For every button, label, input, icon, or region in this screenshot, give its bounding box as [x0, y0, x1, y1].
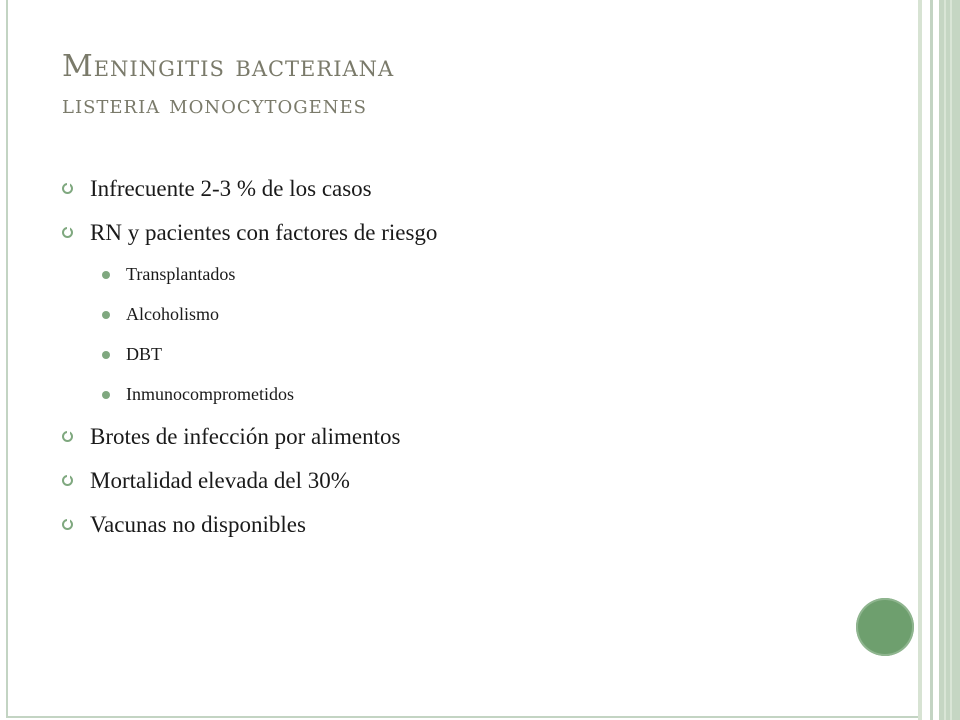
decorative-circle [856, 598, 914, 656]
ring-bullet-icon [62, 183, 73, 194]
sub-bullet-text: Inmunocomprometidos [126, 384, 294, 404]
bullet-text: Vacunas no disponibles [90, 512, 306, 537]
bullet-item [62, 174, 882, 218]
bullet-text: Infrecuente 2-3 % de los casos [90, 176, 372, 201]
dot-bullet-icon [102, 391, 110, 399]
slide-title-line2: listeria monocytogenes [62, 90, 368, 119]
sub-bullet-item [62, 382, 882, 422]
sub-bullet-text: Transplantados [126, 264, 236, 284]
sub-bullet-item [62, 342, 882, 382]
ring-bullet-icon [62, 431, 73, 442]
bullet-text: Brotes de infección por alimentos [90, 424, 401, 449]
decorative-stripe [922, 0, 930, 720]
bullet-item [62, 218, 882, 262]
slide-title-line1: Meningitis bacteriana [62, 49, 395, 84]
sub-bullet-text: Alcoholismo [126, 304, 219, 324]
decorative-stripe [944, 0, 946, 720]
slide-content [62, 174, 882, 554]
bullet-text: RN y pacientes con factores de riesgo [90, 220, 438, 245]
bullet-text: Mortalidad elevada del 30% [90, 468, 350, 493]
sub-bullet-text: DBT [126, 344, 162, 364]
ring-bullet-icon [62, 227, 73, 238]
sub-bullet-item [62, 262, 882, 302]
sub-bullet-item [62, 302, 882, 342]
bullet-item [62, 510, 882, 554]
dot-bullet-icon [102, 311, 110, 319]
bullet-item [62, 422, 882, 466]
dot-bullet-icon [102, 271, 110, 279]
slide-title [62, 48, 394, 124]
dot-bullet-icon [102, 351, 110, 359]
bullet-item [62, 466, 882, 510]
ring-bullet-icon [62, 475, 73, 486]
decorative-stripe [950, 0, 952, 720]
ring-bullet-icon [62, 519, 73, 530]
